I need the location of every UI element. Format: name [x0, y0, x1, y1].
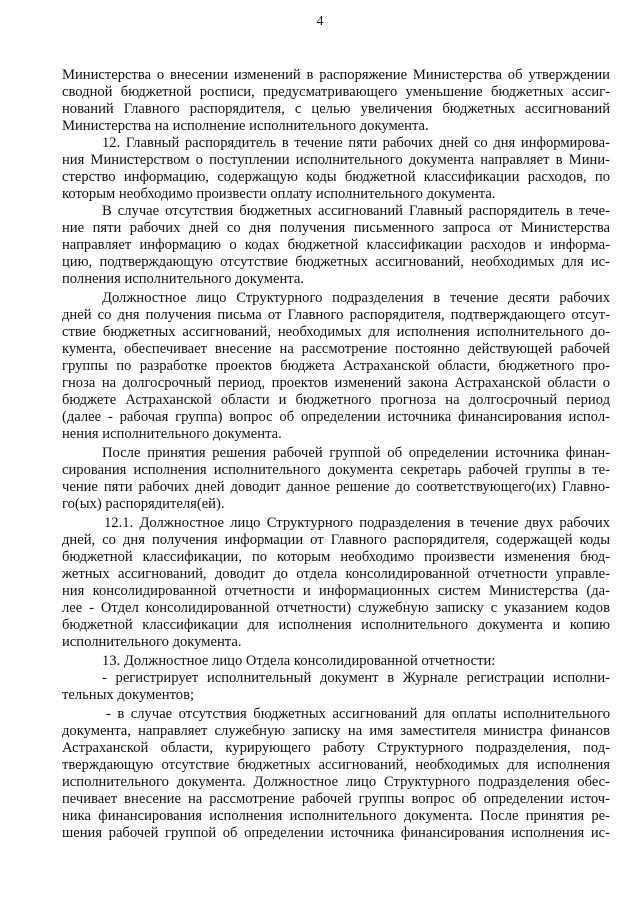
text-line: После принятия решения рабочей группой об определении источника финан-: [102, 445, 610, 461]
text-line: печивает внесение на рассмотрение рабочей группы вопрос об определении источ-: [62, 791, 610, 807]
text-line: ника финансирования исполнения исполнительного документа. После принятия ре-: [62, 808, 610, 824]
text-line: нения исполнительного документа.: [62, 426, 282, 442]
text-line: кумента, обеспечивает внесение на рассмотрение постоянно действующей рабочей: [62, 341, 610, 357]
text-line: группы по разработке проектов бюджета Астраханской области, бюджетного про-: [62, 358, 610, 374]
text-line: Астраханской области, курирующего работу Структурного подразделения, под-: [62, 740, 610, 756]
text-line: чение пяти рабочих дней доводит данное решение до соответствующего(их) Главно-: [62, 479, 610, 495]
text-line: цию, подтверждающую отсутствие бюджетных ассигнований, необходимых для ис-: [62, 254, 610, 270]
text-line: Министерства о внесении изменений в распоряжение Министерства об утверждении: [62, 67, 610, 83]
text-line: ствие бюджетных ассигнований, необходимых для исполнения исполнительного до-: [62, 324, 610, 340]
text-line: дней, со дня получения информации от Главного распорядителя, содержащей коды: [62, 532, 610, 548]
text-line: лее - Отдел консолидированной отчетности) служебную записку с указанием кодов: [62, 600, 610, 616]
text-line: ния консолидированной отчетности и информационных систем Министерства (да-: [62, 583, 610, 599]
text-line: дней со дня получения письма от Главного распорядителя, подтверждающего отсут-: [62, 307, 610, 323]
text-line: сводной бюджетной росписи, предусматривающего уменьшение бюджетных ассиг-: [62, 84, 610, 100]
text-line: направляет информацию о кодах бюджетной классификации расходов и информа-: [62, 237, 610, 253]
text-line: нований Главного распорядителя, с целью увеличения бюджетных ассигнований: [62, 101, 610, 117]
text-line: исполнительного документа.: [62, 634, 242, 650]
text-line: исполнительного документа. Должностное лицо Структурного подразделения обес-: [62, 774, 610, 790]
text-line: стерство информацию, содержащую коды бюджетной классификации расходов, по: [62, 169, 610, 185]
text-line: Должностное лицо Структурного подразделения в течение десяти рабочих: [102, 290, 610, 306]
text-line: жетных ассигнований, доводит до отдела консолидированной отчетности управле-: [62, 566, 610, 582]
text-line: ния Министерством о поступлении исполнительного документа направляет в Мини-: [62, 152, 610, 168]
text-line: - в случае отсутствия бюджетных ассигнований для оплаты исполнительного: [106, 706, 610, 722]
text-line: Министерства на исполнение исполнительного документа.: [62, 118, 429, 134]
text-line: гноза на долгосрочный период, проектов изменений закона Астраханской области о: [62, 375, 610, 391]
text-line: (далее - рабочая группа) вопрос об определении источника финансирования испол-: [62, 409, 610, 425]
text-line: В случае отсутствия бюджетных ассигнований Главный распорядитель в тече-: [102, 203, 610, 219]
text-line: тверждающую отсутствие бюджетных ассигнований, необходимых для исполнения: [62, 757, 610, 773]
text-line: бюджетной классификации для исполнения исполнительного документа и копию: [62, 617, 610, 633]
text-line: полнения исполнительного документа.: [62, 271, 304, 287]
text-line: тельных документов;: [62, 687, 195, 703]
text-line: документа, направляет служебную записку на имя заместителя министра финансов: [62, 723, 610, 739]
text-line: бюджетной классификации, по которым необходимо произвести изменения бюд-: [62, 549, 610, 565]
text-line: шения рабочей группой об определении источника финансирования исполнения ис-: [62, 825, 610, 841]
page-number: 4: [316, 14, 324, 29]
text-line: которым необходимо произвести оплату исполнительного документа.: [62, 186, 496, 202]
text-line: бюджете Астраханской области и бюджетного прогноза на долгосрочный период: [62, 392, 610, 408]
text-line: сирования исполнения исполнительного документа секретарь рабочей группы в те-: [62, 462, 610, 478]
text-line: 12.1. Должностное лицо Структурного подразделения в течение двух рабочих: [104, 515, 610, 531]
text-line: ние пяти рабочих дней со дня получения письменного запроса от Министерства: [62, 220, 610, 236]
text-line: го(ых) распорядителя(ей).: [62, 496, 225, 512]
text-line: 12. Главный распорядитель в течение пяти рабочих дней со дня информирова-: [102, 135, 610, 151]
text-line: - регистрирует исполнительный документ в Журнале регистрации исполни-: [102, 670, 610, 686]
text-line: 13. Должностное лицо Отдела консолидированной отчетности:: [102, 653, 496, 669]
